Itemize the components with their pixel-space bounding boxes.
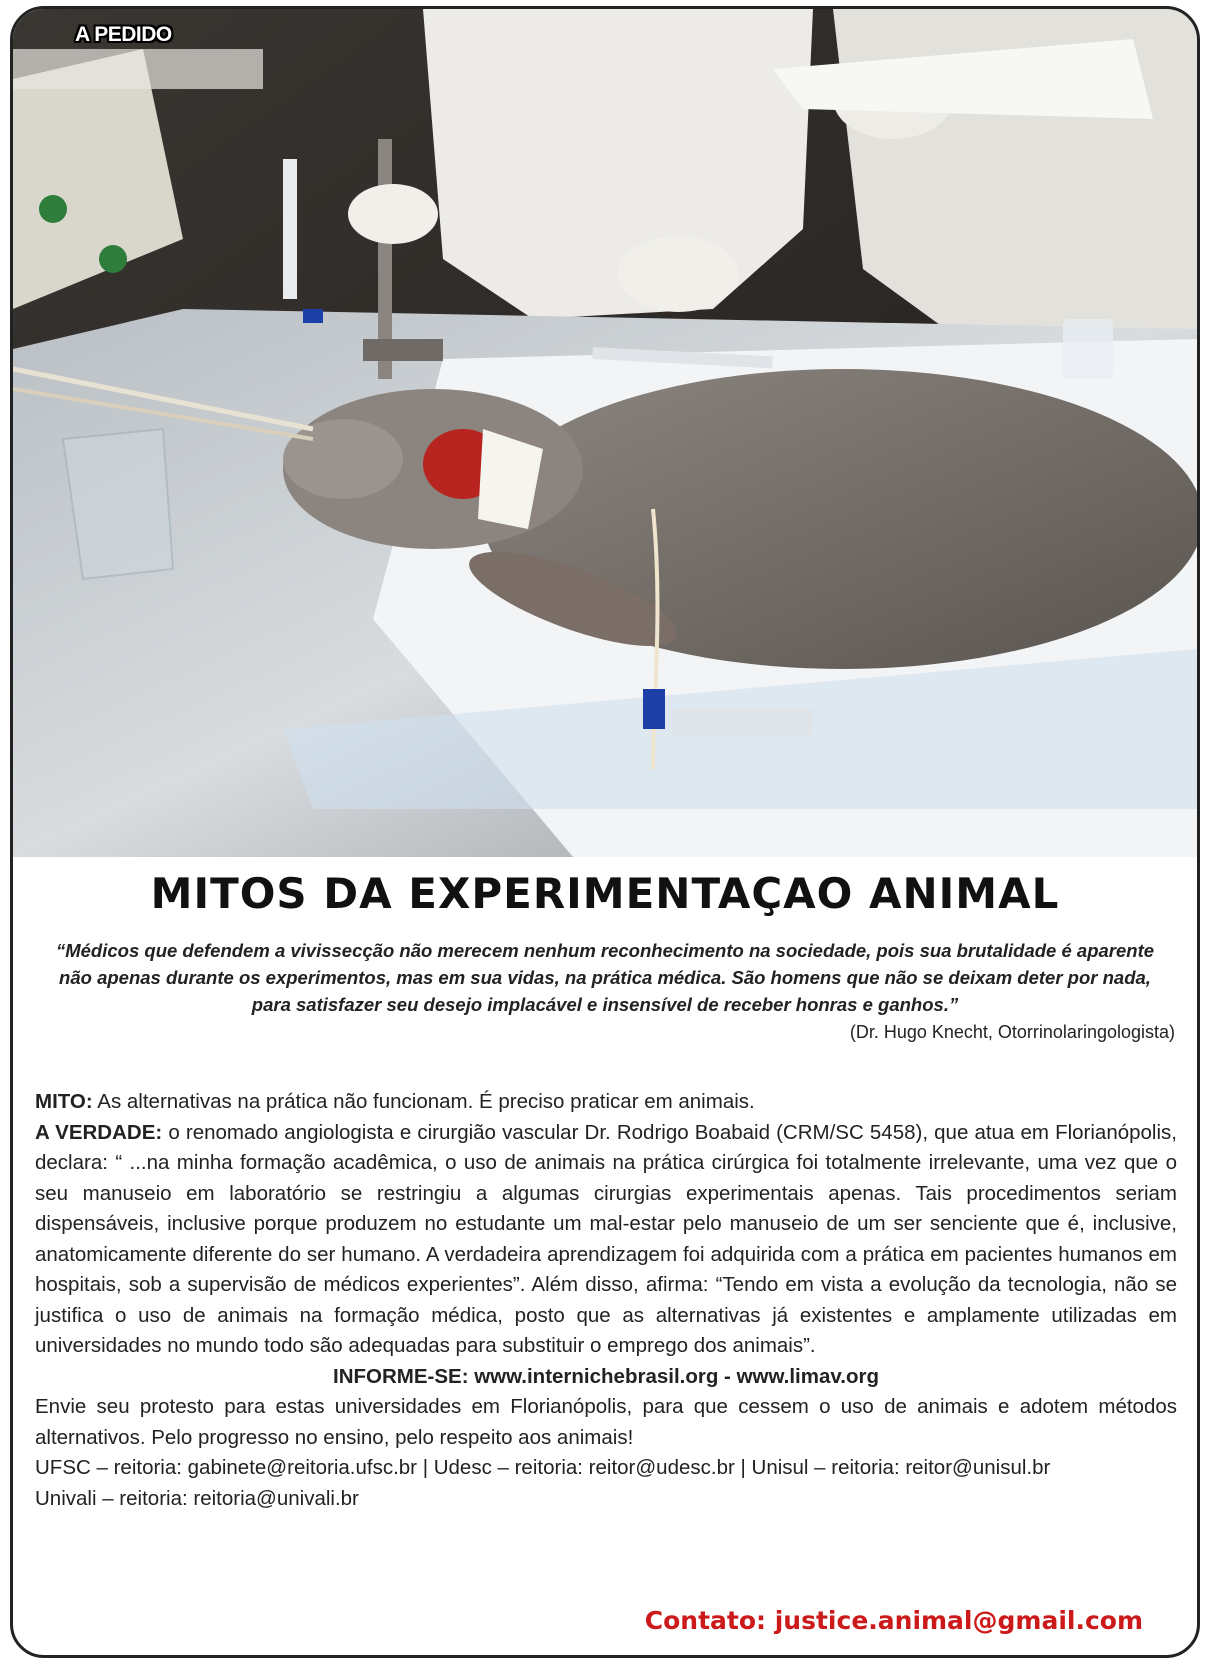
verdade-paragraph bbox=[35, 1118, 1177, 1362]
page-frame bbox=[10, 6, 1200, 1658]
page-title: MITOS DA EXPERIMENTAÇAO ANIMAL bbox=[150, 869, 1060, 918]
lab-photo bbox=[13, 9, 1197, 857]
verdade-label: A VERDADE: bbox=[35, 1120, 163, 1144]
contact-line: Contato: justice.animal@gmail.com bbox=[644, 1606, 1143, 1635]
protest-paragraph: Envie seu protesto para estas universidades em Florianópolis, para que cessem o uso de animais e adotem métodos alternativos. Pelo progresso no ensino, pelo respeito aos animais! bbox=[35, 1395, 1177, 1449]
quote-author: (Dr. Hugo Knecht, Otorrinolaringologista) bbox=[849, 1022, 1175, 1042]
mito-paragraph bbox=[35, 1087, 1177, 1118]
informe-line: INFORME-SE: www.internichebrasil.org - www.limav.org bbox=[333, 1364, 879, 1388]
emails-line-2: Univali – reitoria: reitoria@univali.br bbox=[35, 1486, 359, 1510]
tag-label: A PEDIDO bbox=[75, 23, 172, 46]
mito-text: As alternativas na prática não funcionam. É preciso praticar em animais. bbox=[92, 1090, 755, 1113]
article-body bbox=[35, 1087, 1177, 1514]
mito-label: MITO: bbox=[35, 1090, 93, 1113]
emails-line-1: UFSC – reitoria: gabinete@reitoria.ufsc.br | Udesc – reitoria: reitor@udesc.br | Unisul – reitoria: reitor@unisul.br bbox=[35, 1456, 1051, 1479]
quote-text: “Médicos que defendem a vivissecção não merecem nenhum reconhecimento na sociedade, pois sua brutalidade é aparente não apenas durante os experimentos, mas em sua vidas, na prática médica. São homens que não se deixam deter por nada, para satisfazer seu desejo implacável e insensível de receber honras e ganhos.” bbox=[55, 940, 1155, 1015]
verdade-text: o renomado angiologista e cirurgião vascular Dr. Rodrigo Boabaid (CRM/SC 5458), que atua em Florianópolis, declara: “ ...na minha formação acadêmica, o uso de animais na prática cirúrgica foi totalmente irrelevante, uma vez que o seu manuseio em laboratório se restringiu a algumas cirurgias experimentais apenas. Tais procedimentos seriam dispensáveis, inclusive porque produzem no estudante um mal-estar pelo manuseio de um ser senciente que é, inclusive, anatomicamente diferente do ser humano. A verdadeira aprendizagem foi adquirida com a prática em pacientes humanos em hospitais, sob a supervisão de médicos experientes”. Além disso, afirma: “Tendo em vista a evolução da tecnologia, não se justifica o uso de animais na formação médica, posto que as alternativas já existentes e amplamente utilizadas em universidades no mundo todo são adequadas para substituir o emprego dos animais”. bbox=[35, 1120, 1177, 1357]
